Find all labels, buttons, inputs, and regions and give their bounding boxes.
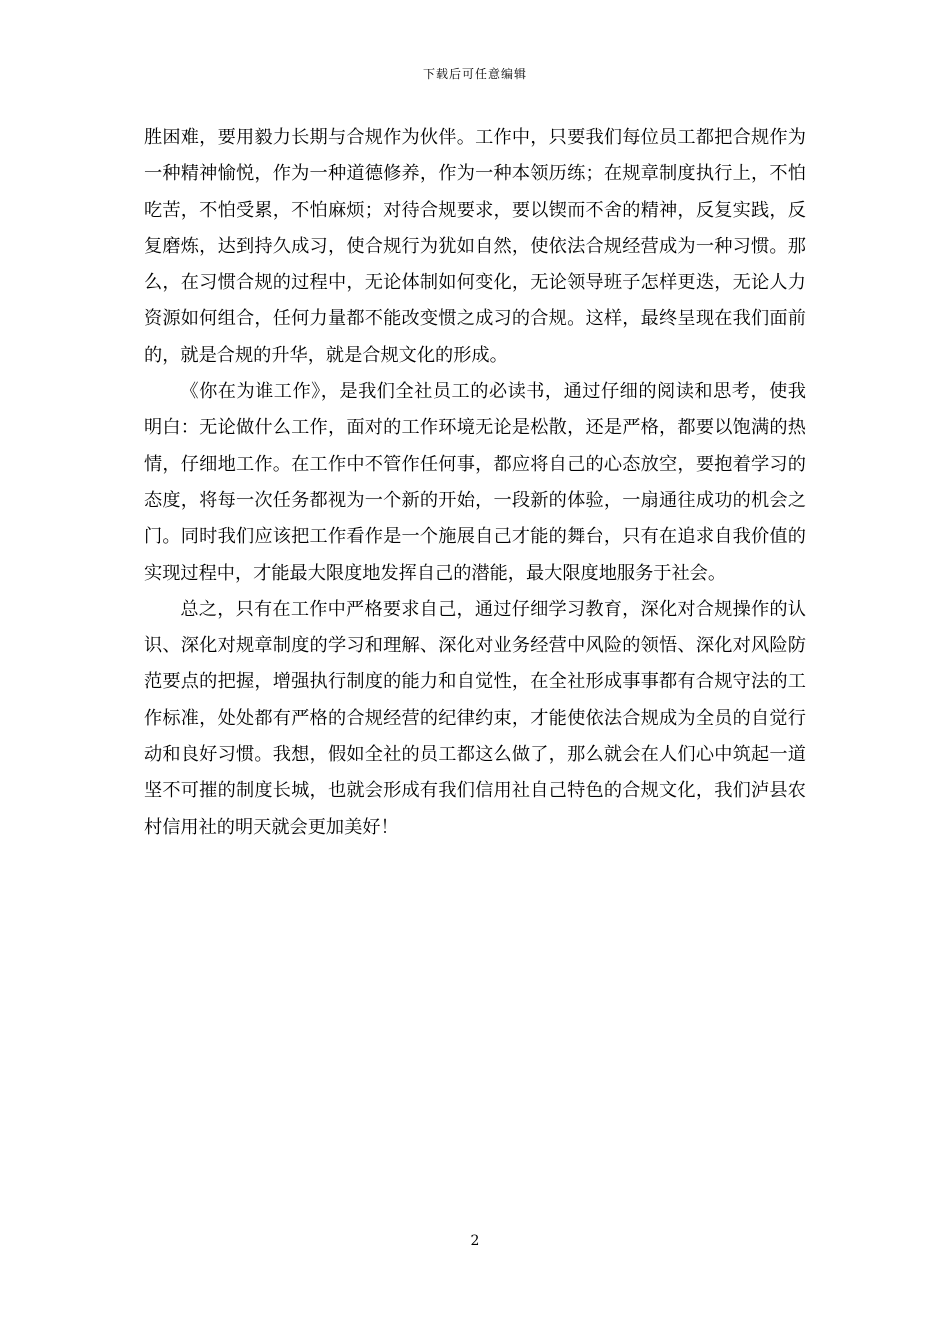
paragraph: 《你在为谁工作》，是我们全社员工的必读书，通过仔细的阅读和思考，使我明白：无论做什么工作，面对的工作环境无论是松散，还是严格，都要以饱满的热情，仔细地工作。在工作中不管作任何事，都应将自己的心态放空，要抱着学习的态度，将每一次任务都视为一个新的开始，一段新的体验，一扇通往成功的机会之门。同时我们应该把工作看作是一个施展自己才能的舞台，只有在追求自我价值的实现过程中，才能最大限度地发挥自己的潜能，最大限度地服务于社会。: [144, 381, 806, 584]
page-header: 下载后可任意编辑: [422, 67, 527, 81]
paragraph: 总之，只有在工作中严格要求自己，通过仔细学习教育，深化对合规操作的认识、深化对规章制度的学习和理解、深化对业务经营中风险的领悟、深化对风险防范要点的把握，增强执行制度的能力和自觉性，在全社形成事事都有合规守法的工作标准，处处都有严格的合规经营的纪律约束，才能使依法合规成为全员的自觉行动和良好习惯。我想，假如全社的员工都这么做了，那么就会在人们心中筑起一道坚不可摧的制度长城，也就会形成有我们信用社自己特色的合规文化，我们泸县农村信用社的明天就会更加美好！: [144, 598, 806, 838]
page-number: 2: [470, 1233, 480, 1249]
paragraph-continuation: 胜困难，要用毅力长期与合规作为伙伴。工作中，只要我们每位员工都把合规作为一种精神愉悦，作为一种道德修养，作为一种本领历练；在规章制度执行上，不怕吃苦，不怕受累，不怕麻烦；对待合规要求，要以锲而不舍的精神，反复实践，反复磨炼，达到持久成习，使合规行为犹如自然，使依法合规经营成为一种习惯。那么，在习惯合规的过程中，无论体制如何变化，无论领导班子怎样更迭，无论人力资源如何组合，任何力量都不能改变惯之成习的合规。这样，最终呈现在我们面前的，就是合规的升华，就是合规文化的形成。: [144, 127, 806, 366]
document-body: [144, 120, 806, 846]
